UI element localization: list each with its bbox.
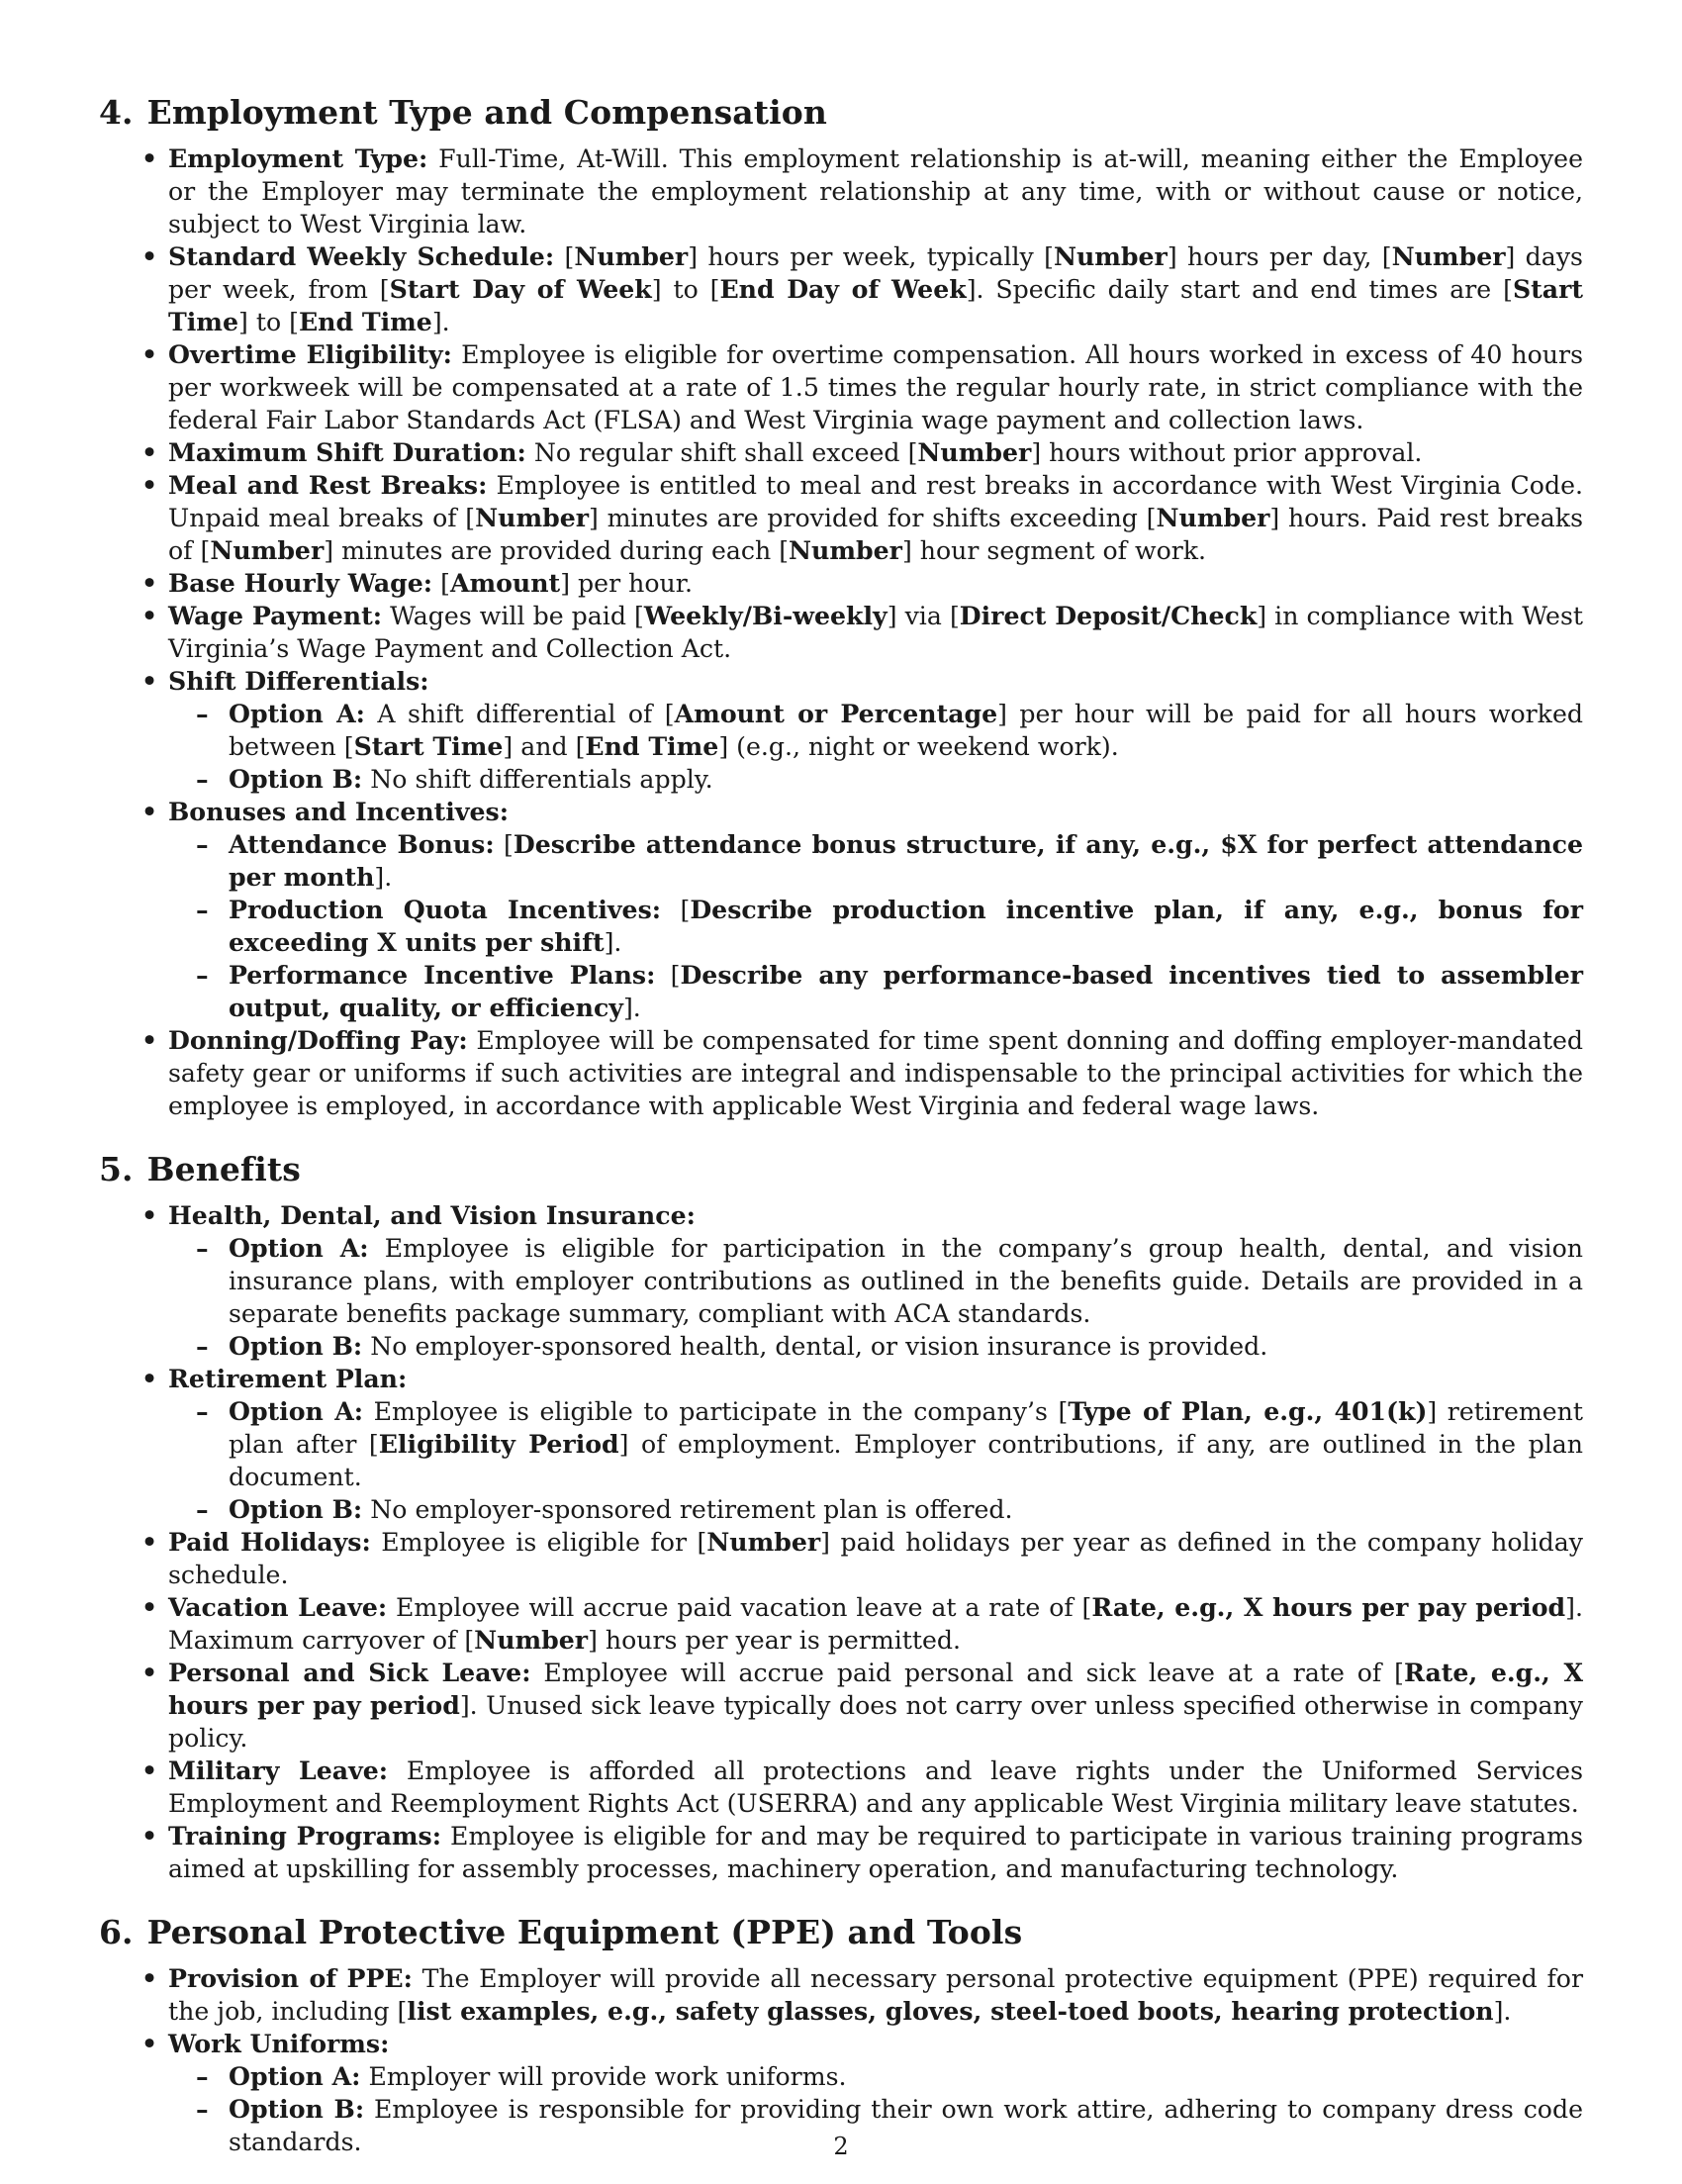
bold-text: Employment Type: (168, 143, 428, 173)
bullet-list (99, 142, 1583, 1122)
section-personal-protective-equipment-ppe-and-tools (99, 1911, 1583, 2158)
bold-text: list examples, e.g., safety glasses, gloves, steel-toed boots, hearing protection (407, 1996, 1494, 2026)
bold-text: Option A: (229, 2061, 361, 2091)
bold-text: Eligibility Period (378, 1429, 619, 1459)
bold-text: Bonuses and Incentives: (168, 797, 509, 826)
body-text: Employee is eligible for overtime compensation. All hours worked in excess of 40 hours per workweek will be compensated at a rate of 1.5 times the regular hourly rate, in strict compliance with the federal Fair Labor Standards Act (FLSA) and West Virginia wage payment and collection laws. (168, 340, 1583, 434)
body-text: ]. (431, 308, 450, 336)
body-text: ] paid holidays per year as defined in the company holiday schedule. (168, 1528, 1583, 1589)
sub-list (168, 698, 1583, 796)
sub-list-item (229, 1232, 1583, 1330)
list-item (168, 1820, 1583, 1885)
bold-text: Describe any performance-based incentives tied to assembler output, quality, or efficiency (229, 960, 1583, 1022)
body-text: Employee will accrue paid personal and sick leave at a rate of [ (530, 1659, 1404, 1687)
body-text: ] hours without prior approval. (1031, 438, 1423, 467)
bold-text: End Time (585, 731, 719, 761)
bullet-list (99, 1199, 1583, 1885)
bold-text: Overtime Eligibility: (168, 339, 452, 369)
bold-text: Number (917, 437, 1032, 467)
bold-text: End Time (298, 307, 432, 336)
body-text: Full-Time, At-Will. This employment relationship is at-will, meaning either the Employee or the Employer may terminate the employment relationship at any time, with or without cause or notice, subject to West Virginia law. (168, 144, 1583, 238)
bold-text: Number (474, 1625, 589, 1655)
body-text: ] per hour will be paid for all hours worked between [ (229, 700, 1583, 761)
bold-text: Military Leave: (168, 1756, 389, 1785)
bold-text: Type of Plan, e.g., 401(k) (1068, 1396, 1428, 1426)
section-number: 4. (99, 93, 134, 132)
bold-text: Paid Holidays: (168, 1527, 371, 1557)
body-text: ] hour segment of work. (901, 536, 1207, 565)
body-text: ]. Maximum carryover of [ (168, 1593, 1583, 1655)
section-heading (99, 91, 1583, 135)
bold-text: Start Time (168, 274, 1583, 336)
list-item (168, 436, 1583, 469)
body-text: ] hours per week, typically [ (688, 242, 1054, 271)
body-text: [ (655, 961, 681, 990)
bold-text: Option A: (229, 699, 365, 728)
body-text: ] retirement plan after [ (229, 1397, 1583, 1459)
body-text: No employer-sponsored retirement plan is offered. (362, 1495, 1013, 1524)
body-text: A shift differential of [ (364, 700, 675, 728)
body-text: ]. (604, 928, 622, 957)
sub-list-item (229, 2060, 1583, 2093)
sub-list-item (229, 763, 1583, 796)
body-text: ] hours per year is permitted. (588, 1626, 962, 1655)
list-item (168, 1755, 1583, 1820)
bold-text: Describe attendance bonus structure, if any, e.g., $X for perfect attendance per month (229, 829, 1583, 892)
body-text: No shift differentials apply. (362, 765, 713, 794)
bold-text: Start Time (353, 731, 504, 761)
list-item (168, 1024, 1583, 1122)
body-text: ] hours per day, [ (1167, 242, 1392, 271)
bold-text: Rate, e.g., X hours per pay period (168, 1658, 1583, 1720)
list-item (168, 796, 1583, 1024)
section-benefits (99, 1148, 1583, 1885)
section-heading (99, 1148, 1583, 1191)
bold-text: Number (1156, 503, 1270, 532)
body-text: Employee is responsible for providing their own work attire, adhering to company dress code standards. (229, 2095, 1583, 2156)
section-title: Personal Protective Equipment (PPE) and Tools (146, 1913, 1023, 1951)
body-text: ] per hour. (560, 569, 693, 598)
list-item (168, 1199, 1583, 1363)
list-item (168, 1591, 1583, 1657)
bold-text: Attendance Bonus: (229, 829, 495, 859)
list-item (168, 1526, 1583, 1591)
section-number: 5. (99, 1150, 134, 1188)
body-text: ]. (374, 863, 393, 892)
body-text: [ (432, 569, 450, 598)
body-text: ] hours. Paid rest breaks of [ (168, 504, 1583, 565)
body-text: ] in compliance with West Virginia’s Wage Payment and Collection Act. (168, 602, 1583, 663)
body-text: ] to [ (651, 275, 720, 304)
bold-text: End Day of Week (719, 274, 967, 304)
body-text: Employee is afforded all protections and leave rights under the Uniformed Services Employment and Reemployment Rights Act (USERRA) and any applicable West Virginia military leave statutes. (168, 1757, 1583, 1818)
bullet-list (99, 1962, 1583, 2158)
body-text: [ (554, 242, 575, 271)
section-employment-type-and-compensation (99, 91, 1583, 1122)
body-text: [ (661, 896, 691, 924)
body-text: No employer-sponsored health, dental, or vision insurance is provided. (362, 1332, 1268, 1361)
body-text: ]. Unused sick leave typically does not carry over unless specified otherwise in company policy. (168, 1691, 1583, 1753)
bold-text: Option B: (229, 2094, 365, 2124)
bold-text: Amount or Percentage (674, 699, 998, 728)
document-body (99, 91, 1583, 2184)
body-text: ] of employment. Employer contributions, if any, are outlined in the plan document. (229, 1430, 1583, 1491)
bold-text: Shift Differentials: (168, 666, 429, 696)
body-text: ] minutes are provided for shifts exceeding [ (589, 504, 1157, 532)
bold-text: Meal and Rest Breaks: (168, 470, 488, 500)
sub-list-item (229, 1330, 1583, 1363)
sub-list-item (229, 959, 1583, 1024)
list-item (168, 1962, 1583, 2028)
body-text: Employee is eligible for participation in the company’s group health, dental, and vision insurance plans, with employer contributions as outlined in the benefits guide. Details are provided in a separate benefits package summary, compliant with ACA standards. (229, 1234, 1583, 1328)
body-text: Wages will be paid [ (382, 602, 644, 630)
bold-text: Direct Deposit/Check (959, 601, 1258, 630)
body-text: ] (e.g., night or weekend work). (718, 732, 1119, 761)
bold-text: Describe production incentive plan, if any, e.g., bonus for exceeding X units per shift (229, 895, 1583, 957)
sub-list-item (229, 894, 1583, 959)
bold-text: Number (789, 535, 902, 565)
sub-list (168, 1232, 1583, 1363)
bold-text: Amount (449, 568, 561, 598)
bold-text: Standard Weekly Schedule: (168, 241, 555, 271)
bold-text: Performance Incentive Plans: (229, 960, 656, 990)
bold-text: Retirement Plan: (168, 1364, 408, 1393)
section-number: 6. (99, 1913, 134, 1951)
bold-text: Provision of PPE: (168, 1963, 413, 1993)
list-item (168, 665, 1583, 796)
bold-text: Base Hourly Wage: (168, 568, 433, 598)
bold-text: Number (574, 241, 689, 271)
list-item (168, 240, 1583, 338)
body-text: ]. (1493, 1997, 1512, 2026)
body-text: ] minutes are provided during each [ (324, 536, 790, 565)
bold-text: Option B: (229, 764, 363, 794)
section-title: Benefits (146, 1150, 301, 1188)
bold-text: Number (1053, 241, 1168, 271)
bold-text: Number (210, 535, 325, 565)
body-text: ] via [ (887, 602, 960, 630)
bold-text: Wage Payment: (168, 601, 383, 630)
bold-text: Number (706, 1527, 821, 1557)
bold-text: Weekly/Bi-weekly (643, 601, 888, 630)
body-text: Employee is eligible for and may be required to participate in various training programs aimed at upskilling for assembly processes, machinery operation, and manufacturing technology. (168, 1822, 1583, 1883)
body-text: ]. Specific daily start and end times are [ (966, 275, 1513, 304)
list-item (168, 142, 1583, 240)
list-item (168, 1363, 1583, 1526)
bold-text: Vacation Leave: (168, 1592, 388, 1622)
sub-list-item (229, 828, 1583, 894)
bold-text: Maximum Shift Duration: (168, 437, 526, 467)
bold-text: Personal and Sick Leave: (168, 1658, 531, 1687)
body-text: Employer will provide work uniforms. (360, 2062, 847, 2091)
body-text: ] and [ (503, 732, 586, 761)
body-text: ] days per week, from [ (168, 242, 1583, 304)
body-text: Employee will accrue paid vacation leave at a rate of [ (387, 1593, 1092, 1622)
body-text: Employee is entitled to meal and rest breaks in accordance with West Virginia Code. Unpaid meal breaks of [ (168, 471, 1584, 532)
bold-text: Health, Dental, and Vision Insurance: (168, 1200, 696, 1230)
body-text: Employee is eligible for [ (370, 1528, 707, 1557)
body-text: No regular shift shall exceed [ (525, 438, 918, 467)
list-item (168, 469, 1583, 567)
bold-text: Option A: (229, 1233, 369, 1263)
body-text: ] to [ (238, 308, 299, 336)
body-text: Employee is eligible to participate in the company’s [ (363, 1397, 1069, 1426)
bold-text: Option A: (229, 1396, 364, 1426)
body-text: [ (494, 830, 514, 859)
body-text: The Employer will provide all necessary personal protective equipment (PPE) required for the job, including [ (168, 1964, 1583, 2026)
sub-list-item (229, 1395, 1583, 1493)
sub-list-item (229, 1493, 1583, 1526)
bold-text: Number (1391, 241, 1506, 271)
sub-list-item (229, 698, 1583, 763)
bold-text: Donning/Doffing Pay: (168, 1025, 468, 1055)
list-item (168, 567, 1583, 600)
bold-text: Production Quota Incentives: (229, 895, 662, 924)
bold-text: Number (475, 503, 590, 532)
list-item (168, 1657, 1583, 1755)
bold-text: Start Day of Week (389, 274, 652, 304)
section-title: Employment Type and Compensation (146, 93, 827, 132)
page-number: 2 (833, 2133, 849, 2160)
body-text: Employee will be compensated for time spent donning and doffing employer-mandated safety gear or uniforms if such activities are integral and indispensable to the principal activities for which the employee is employed, in accordance with applicable West Virginia and federal wage laws. (168, 1026, 1583, 1120)
bold-text: Rate, e.g., X hours per pay period (1091, 1592, 1566, 1622)
bold-text: Option B: (229, 1331, 363, 1361)
body-text: ]. (622, 994, 641, 1022)
sub-list (168, 828, 1583, 1024)
bold-text: Training Programs: (168, 1821, 442, 1851)
section-heading (99, 1911, 1583, 1954)
list-item (168, 600, 1583, 665)
list-item (168, 338, 1583, 436)
bold-text: Work Uniforms: (168, 2029, 390, 2058)
sub-list (168, 1395, 1583, 1526)
bold-text: Option B: (229, 1494, 363, 1524)
